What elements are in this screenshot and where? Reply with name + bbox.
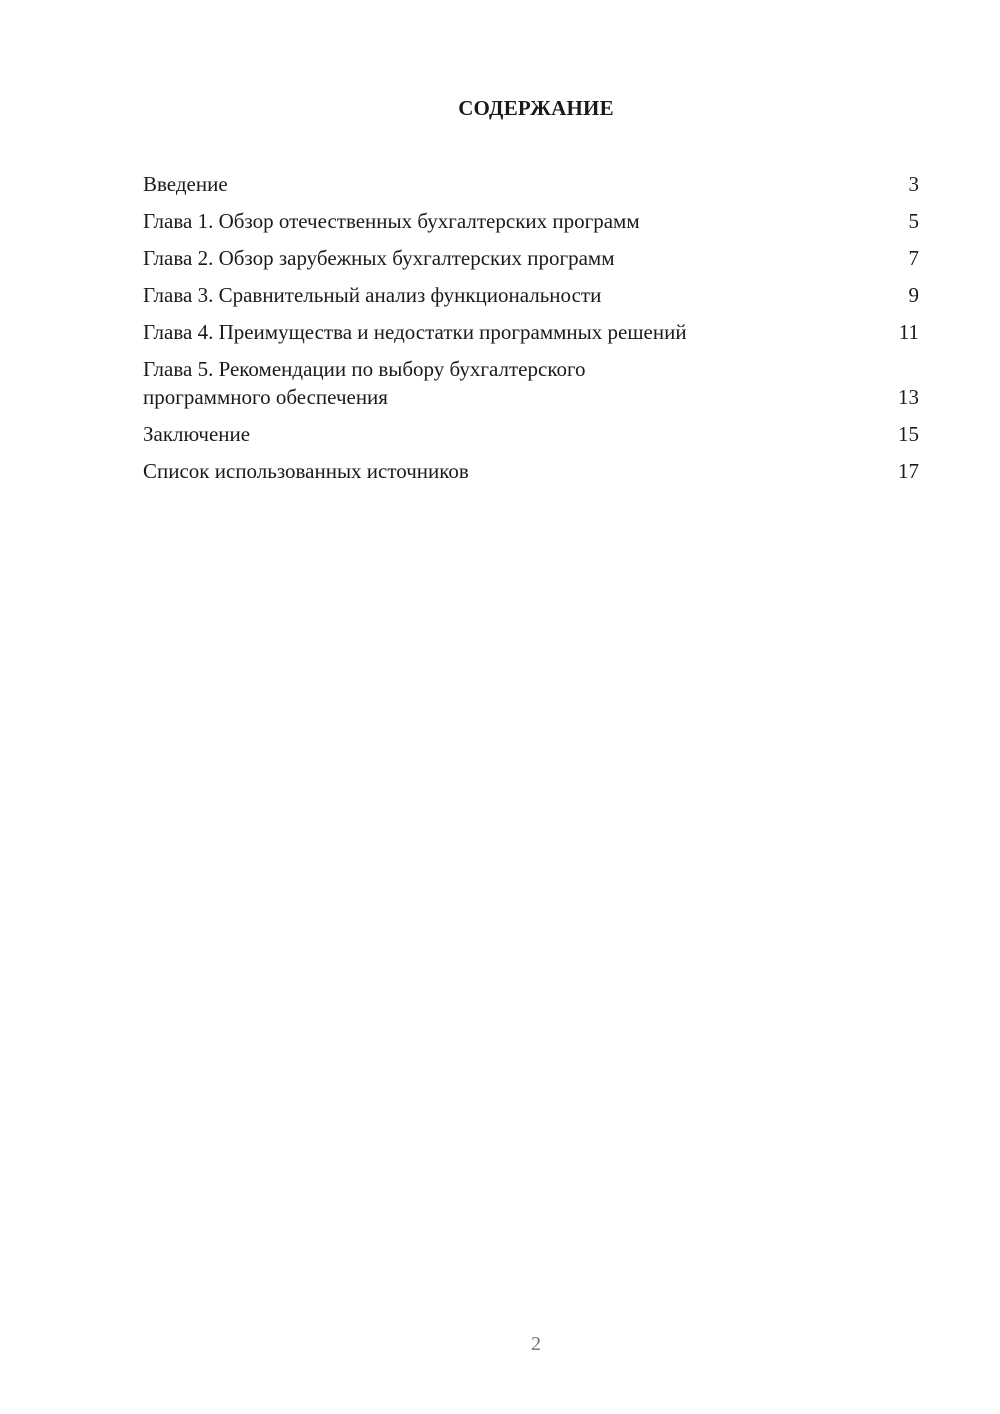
toc-entry-page: 9: [908, 283, 919, 307]
toc-entry-title: Глава 3. Сравнительный анализ функциональности: [143, 283, 602, 307]
toc-entry-page: 3: [908, 172, 919, 196]
table-of-contents: [143, 170, 919, 494]
toc-entry-page: 17: [898, 459, 919, 483]
toc-entry: [143, 244, 919, 272]
toc-entry-page: 13: [898, 385, 919, 409]
toc-entry-title: Глава 4. Преимущества и недостатки программных решений: [143, 320, 687, 344]
toc-entry-title: Введение: [143, 172, 228, 196]
toc-entry: [143, 355, 919, 411]
toc-entry-page: 5: [908, 209, 919, 233]
toc-entry-title: Глава 1. Обзор отечественных бухгалтерских программ: [143, 209, 640, 233]
toc-entry-page: 7: [908, 246, 919, 270]
toc-entry-title: Заключение: [143, 422, 251, 446]
toc-entry: [143, 457, 919, 485]
toc-entry: [143, 318, 919, 346]
toc-entry-title: Глава 2. Обзор зарубежных бухгалтерских программ: [143, 246, 615, 270]
page-number: 2: [531, 1333, 541, 1355]
toc-entry: [143, 207, 919, 235]
toc-entry-page: 11: [898, 320, 919, 344]
toc-entry-page: 15: [898, 422, 919, 446]
toc-entry: [143, 170, 919, 198]
toc-entry-title: Глава 5. Рекомендации по выбору бухгалтерского программного обеспечения: [143, 357, 586, 409]
toc-entry: [143, 420, 919, 448]
toc-entry: [143, 281, 919, 309]
toc-entry-title: Список использованных источников: [143, 459, 469, 483]
document-title: СОДЕРЖАНИЕ: [458, 96, 614, 120]
